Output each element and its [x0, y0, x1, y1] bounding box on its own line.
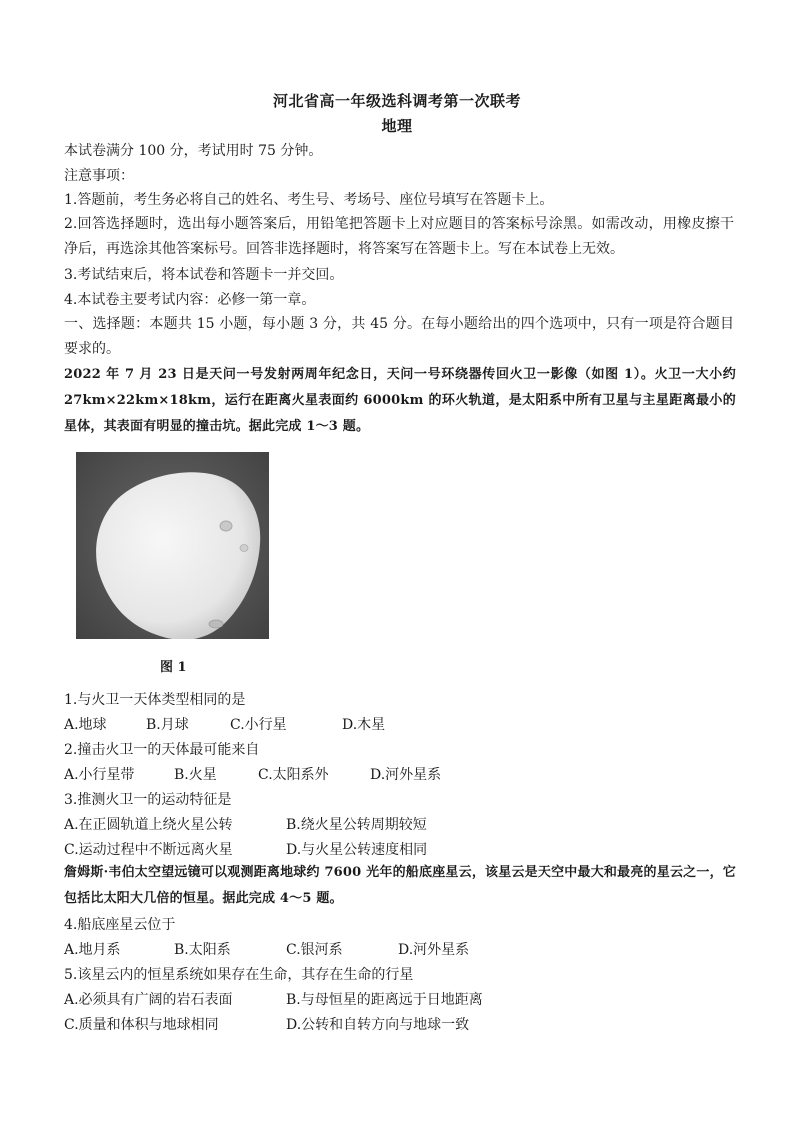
phobos-illustration [76, 452, 269, 649]
question-options [64, 765, 744, 785]
option-d[interactable]: D.公转和自转方向与地球一致 [286, 1017, 470, 1033]
option-a[interactable]: A.地球 [64, 717, 107, 733]
option-c[interactable]: C.小行星 [230, 717, 287, 733]
exam-subject: 地理 [381, 117, 413, 135]
question-stem: 4.船底座星云位于 [64, 917, 176, 933]
score-line: 本试卷满分 100 分，考试用时 75 分钟。 [64, 143, 323, 159]
option-c[interactable]: C.银河系 [286, 942, 343, 958]
impact-crater [209, 620, 223, 628]
option-d[interactable]: D.木星 [342, 717, 386, 733]
option-b[interactable]: B.绕火星公转周期较短 [286, 817, 427, 833]
impact-crater [220, 521, 232, 531]
question-options [64, 1015, 744, 1035]
notice-item: 2.回答选择题时，选出每小题答案后，用铅笔把答题卡上对应题目的答案标号涂黑。如需改动，用橡皮擦干净后，再选涂其他答案标号。回答非选择题时，将答案写在答题卡上。写在本试卷上无效。 [64, 216, 734, 257]
option-a[interactable]: A.地月系 [64, 942, 121, 958]
option-d[interactable]: D.河外星系 [398, 942, 470, 958]
option-c[interactable]: C.运动过程中不断远离火星 [64, 842, 233, 858]
question-options [64, 815, 744, 835]
section-heading: 一、选择题：本题共 15 小题，每小题 3 分，共 45 分。在每小题给出的四个选项中，只有一项是符合题目要求的。 [64, 316, 734, 357]
question-stem: 3.推测火卫一的运动特征是 [64, 792, 232, 808]
question-options [64, 840, 744, 860]
option-c[interactable]: C.质量和体积与地球相同 [64, 1017, 219, 1033]
option-a[interactable]: A.在正圆轨道上绕火星公转 [64, 817, 233, 833]
option-d[interactable]: D.河外星系 [370, 767, 442, 783]
passage-phobos: 2022 年 7 月 23 日是天问一号发射两周年纪念日，天问一号环绕器传回火卫一影像（如图 1）。火卫一大小约 27km×22km×18km，运行在距离火星表面约 6000km 的环火轨道，是太阳系中所有卫星与主星距离最小的星体，其表面有明显的撞击坑。据此完成 1～3 题。 [64, 367, 736, 434]
question-stem: 1.与火卫一天体类型相同的是 [64, 692, 246, 708]
notice-item: 1.答题前，考生务必将自己的姓名、考生号、考场号、座位号填写在答题卡上。 [64, 192, 554, 208]
question-options [64, 990, 744, 1010]
question-stem: 5.该星云内的恒星系统如果存在生命，其存在生命的行星 [64, 967, 414, 983]
exam-title: 河北省高一年级选科调考第一次联考 [272, 92, 521, 110]
figure-caption: 图 1 [160, 660, 187, 675]
question-stem: 2.撞击火卫一的天体最可能来自 [64, 742, 260, 758]
option-c[interactable]: C.太阳系外 [258, 767, 329, 783]
option-b[interactable]: B.月球 [146, 717, 189, 733]
option-b[interactable]: B.太阳系 [174, 942, 231, 958]
option-b[interactable]: B.与母恒星的距离远于日地距离 [286, 992, 483, 1008]
option-d[interactable]: D.与火星公转速度相同 [286, 842, 428, 858]
question-options [64, 940, 744, 960]
passage-carina-nebula: 詹姆斯·韦伯太空望远镜可以观测距离地球约 7600 光年的船底座星云，该星云是天空中最大和最亮的星云之一，它包括比太阳大几倍的恒星。据此完成 4～5 题。 [64, 865, 736, 906]
notice-item: 3.考试结束后，将本试卷和答题卡一并交回。 [64, 267, 344, 283]
notice-item: 4.本试卷主要考试内容：必修一第一章。 [64, 292, 316, 308]
option-a[interactable]: A.必须具有广阔的岩石表面 [64, 992, 233, 1008]
impact-crater [240, 545, 248, 552]
figure-phobos-image [76, 452, 269, 649]
notice-title: 注意事项： [64, 168, 134, 184]
question-options [64, 715, 744, 735]
option-a[interactable]: A.小行星带 [64, 767, 135, 783]
option-b[interactable]: B.火星 [174, 767, 217, 783]
